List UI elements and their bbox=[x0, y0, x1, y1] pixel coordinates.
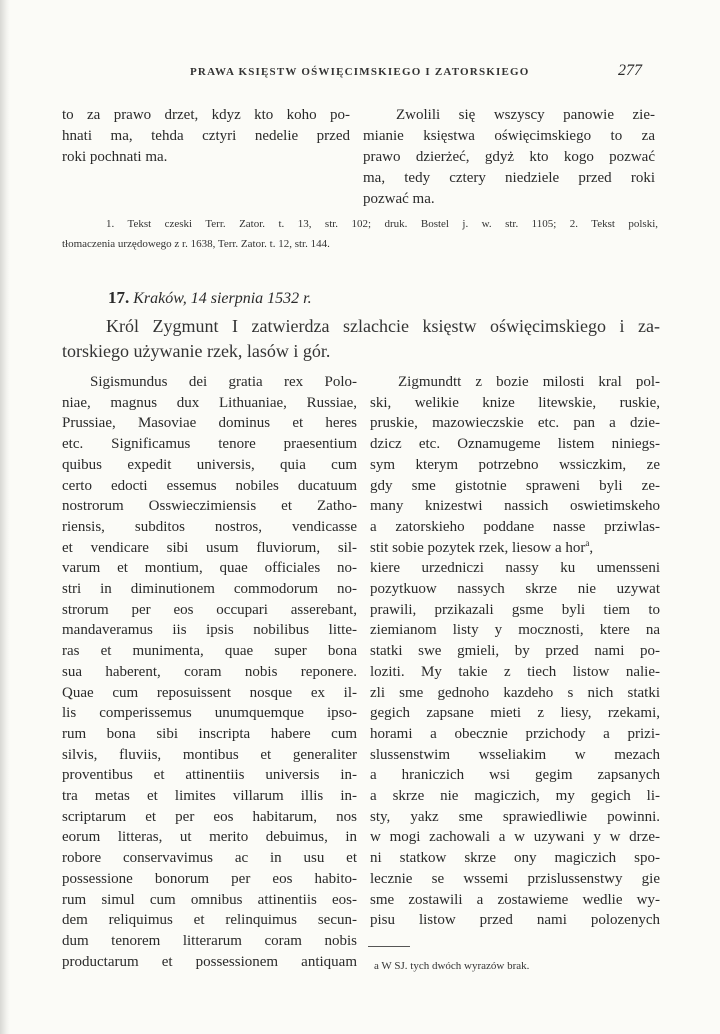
text-line: slussenstwim wsseliakim w mezach bbox=[370, 746, 660, 763]
text-line: hnati ma, tehda cztyri nedelie przed bbox=[62, 128, 350, 144]
text-line: quibus expedit universis, quia cum bbox=[62, 456, 357, 473]
text-line: kiere urzedniczi nassy ku umensseni bbox=[370, 560, 660, 577]
text-line: dum tenorem litterarum coram nobis bbox=[62, 932, 357, 949]
text-line: scriptarum et per eos habitarum, nos bbox=[62, 808, 357, 825]
text-line: dzicz etc. Oznamugeme listem niniegs- bbox=[370, 436, 660, 453]
text-line: pisu listow przed nami polozenych bbox=[370, 912, 660, 929]
running-title: PRAWA KSIĘSTW OŚWIĘCIMSKIEGO I ZATORSKIEGO bbox=[190, 66, 530, 78]
text-line: prawili, przikazali gsme byli tiem to bbox=[370, 601, 660, 618]
text-line: niae, magnus dux Lithuaniae, Russiae, bbox=[62, 394, 357, 411]
document-summary bbox=[62, 314, 660, 364]
footnotes-top bbox=[62, 214, 658, 254]
text-line-with-footnote: stit sobie pozytek rzek, liesow a hor$^a$, bbox=[370, 537, 594, 556]
text-line: eorum litteras, ut merito debuimus, in bbox=[62, 829, 357, 846]
text-line: rum simul cum omnibus attinentiis eos- bbox=[62, 891, 357, 908]
text-line: Prussiae, Masoviae dominus et heres bbox=[62, 415, 357, 432]
document-number: 17. bbox=[108, 288, 130, 307]
text-line: pruskie, mazowieczskie etc. pan a dzie- bbox=[370, 415, 660, 432]
text-line: sme zostawili a zostawieme wedlie wy- bbox=[370, 891, 660, 908]
text-line: Zwolili się wszyscy panowie zie- bbox=[396, 107, 655, 123]
text-line: a hraniczich wsi gegim zapsanych bbox=[370, 767, 660, 784]
top-left-column bbox=[62, 105, 350, 168]
text-line: a skrze nie magiczich, my gegich li- bbox=[370, 788, 660, 805]
text-line: productarum et possessionem antiquam bbox=[62, 953, 357, 970]
text-line: w mogi zachowali a w uzywani y w drze- bbox=[370, 829, 660, 846]
text-line: lis comperissemus unumquemque ipso- bbox=[62, 705, 357, 722]
text-line: pozytkuow nassych skrze nie uzywat bbox=[370, 581, 660, 598]
text-line: many knizestwi nassich oswietimskeho bbox=[370, 498, 660, 515]
text-line: horami a obecznie przichody a prizi- bbox=[370, 725, 660, 742]
text-line: dem reliquimus et relinquimus secun- bbox=[62, 912, 357, 929]
text-line: gegich zapsane mieti z liesy, rzekami, bbox=[370, 705, 660, 722]
text-line: pozwać ma. bbox=[363, 191, 435, 207]
text-line: robore conservavimus ac in usu et bbox=[62, 850, 357, 867]
text-line: mandaveramus iis ipsis nobilibus litte- bbox=[62, 622, 357, 639]
page-number: 277 bbox=[618, 62, 642, 79]
footnote-marker: a bbox=[585, 537, 590, 548]
text-line: zli sme gednoho kazdeho s nich statki bbox=[370, 684, 660, 701]
text-line: possessione bonorum per eos habito- bbox=[62, 870, 357, 887]
text-line: nostrorum Osswieczimiensis et Zatho- bbox=[62, 498, 357, 515]
text-line: statki swe gmieli, by przed nami po- bbox=[370, 643, 660, 660]
text-line: certo edocti essemus nobiles ducatuum bbox=[62, 477, 357, 494]
text-line: sua haberent, coram nobis reponere. bbox=[62, 663, 357, 680]
text-line: stri in diminutionem commodorum no- bbox=[62, 581, 357, 598]
footnote-bottom: a W SJ. tych dwóch wyrazów brak. bbox=[374, 960, 530, 972]
text-line: prawo dzierżeć, gdyż kto kogo pozwać bbox=[363, 149, 655, 165]
document-heading bbox=[108, 288, 312, 308]
text-line: rum bona sibi inscripta habere cum bbox=[62, 725, 357, 742]
text-line: loziti. My takie z tiech listow nalie- bbox=[370, 663, 660, 680]
text-line: Zigmundtt z bozie milosti kral pol- bbox=[398, 374, 660, 390]
text-line: ma, tedy cztery niedziele przed roki bbox=[363, 170, 655, 186]
text-line: lecznie se wssemi przislussenstwy gie bbox=[370, 870, 660, 887]
text-line: ziemianom listy y mocznosti, ktere na bbox=[370, 622, 660, 639]
page-edge-shadow bbox=[0, 0, 10, 1034]
text-line: et vendicare sibi usum fluviorum, sil- bbox=[62, 539, 357, 556]
text-line: a zatorskieho poddane nasse prziwlas- bbox=[370, 518, 660, 535]
text-line: proventibus et attinentiis universis in- bbox=[62, 767, 357, 784]
text-line: stit sobie pozytek rzek, liesow a hor bbox=[370, 539, 586, 556]
text-line: roki pochnati ma. bbox=[62, 149, 168, 165]
summary-line: torskiego używanie rzek, lasów i gór. bbox=[62, 341, 331, 361]
footnote-line: tłomaczenia urzędowego z r. 1638, Terr. Zator. t. 12, str. 144. bbox=[62, 238, 330, 250]
text-line: varum et montium, quae officiales no- bbox=[62, 560, 357, 577]
text-line: etc. Significamus tenore praesentium bbox=[62, 436, 357, 453]
text-line: strorum per eos occupari asserebant, bbox=[62, 601, 357, 618]
text-line: sym kterym potrzebno wssiczkim, ze bbox=[370, 456, 660, 473]
text-line: ni statkow skrze ony magiczich spo- bbox=[370, 850, 660, 867]
text-line: mianie księstwa oświęcimskiego to za bbox=[363, 128, 655, 144]
text-line: Quae cum reposuissent nosque ex il- bbox=[62, 684, 357, 701]
footnote-line: 1. Tekst czeski Terr. Zator. t. 13, str. 102; druk. Bostel j. w. str. 1105; 2. Tekst polski, bbox=[106, 218, 658, 230]
text-line: gdy sme gistotnie spraweni byli ze- bbox=[370, 477, 660, 494]
text-line: Sigismundus dei gratia rex Polo- bbox=[90, 374, 357, 390]
text-line: silvis, fluviis, montibus et generaliter bbox=[62, 746, 357, 763]
text-line: to za prawo drzet, kdyz kto koho po- bbox=[62, 107, 350, 123]
document-place-date: Kraków, 14 sierpnia 1532 r. bbox=[133, 290, 312, 307]
text-line: ski, welikie knize litewskie, ruskie, bbox=[370, 394, 660, 411]
text-line: tra metas et limites villarum illis in- bbox=[62, 788, 357, 805]
latin-text-column bbox=[62, 372, 357, 972]
czech-text-column bbox=[370, 372, 660, 931]
top-right-column bbox=[363, 105, 655, 210]
text-line: sty, yakz sme sprawiedliwie powinni. bbox=[370, 808, 660, 825]
footnote-divider bbox=[368, 946, 410, 947]
text-line: riensis, subditos nostros, vendicasse bbox=[62, 518, 357, 535]
summary-line: Król Zygmunt I zatwierdza szlachcie księstw oświęcimskiego i za- bbox=[106, 316, 660, 336]
text-line: ras et munimenta, quae super bona bbox=[62, 643, 357, 660]
